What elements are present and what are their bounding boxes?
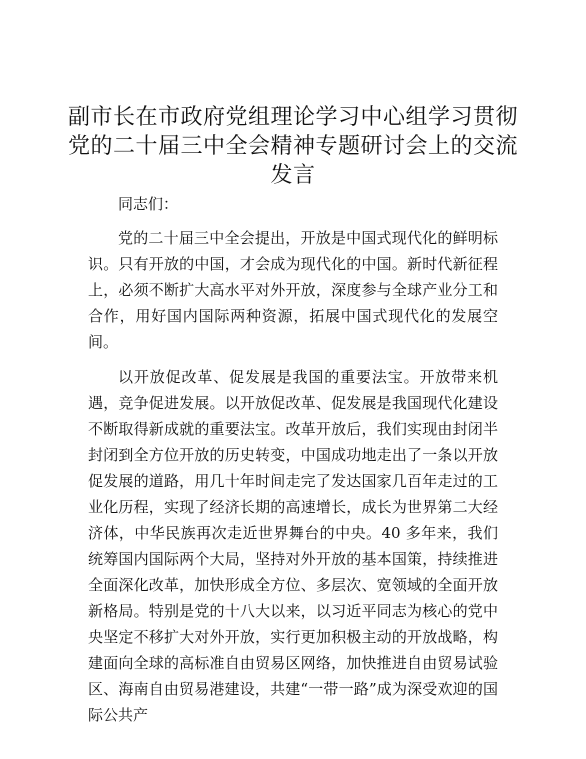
greeting-line: 同志们： bbox=[118, 195, 179, 213]
document-body bbox=[88, 191, 498, 737]
document-title: 副市长在市政府党组理论学习中心组学习贯彻党的二十届三中全会精神专题研讨会上的交流发言 bbox=[67, 105, 518, 188]
paragraph-2: 以开放促改革、促发展是我国的重要法宝。开放带来机遇，竞争促进发展。以开放促改革、促发展是我国现代化建设不断取得新成就的重要法宝。改革开放后，我们实现由封闭半封闭到全方位开放的历史转变，中国成功地走出了一条以开放促发展的道路，用几十年时间走完了发达国家几百年走过的工业化历程，实现了经济长期的高速增长，成长为世界第二大经济体，中华民族再次走近世界舞台的中央。40 多年来，我们统筹国内国际两个大局，坚持对外开放的基本国策，持续推进全面深化改革，加快形成全方位、多层次、宽领域的全面开放新格局。特别是党的十八大以来，以习近平同志为核心的党中央坚定不移扩大对外开放，实行更加积极主动的开放战略，构建面向全球的高标准自由贸易区网络，加快推进自由贸易试验区、海南自由贸易港建设，共建“一带一路”成为深受欢迎的国际公共产 bbox=[88, 368, 498, 724]
paragraph-1: 党的二十届三中全会提出，开放是中国式现代化的鲜明标识。只有开放的中国，才会成为现代化的中国。新时代新征程上，必须不断扩大高水平对外开放，深度参与全球产业分工和合作，用好国内国际两种资源，拓展中国式现代化的发展空间。 bbox=[88, 229, 498, 351]
